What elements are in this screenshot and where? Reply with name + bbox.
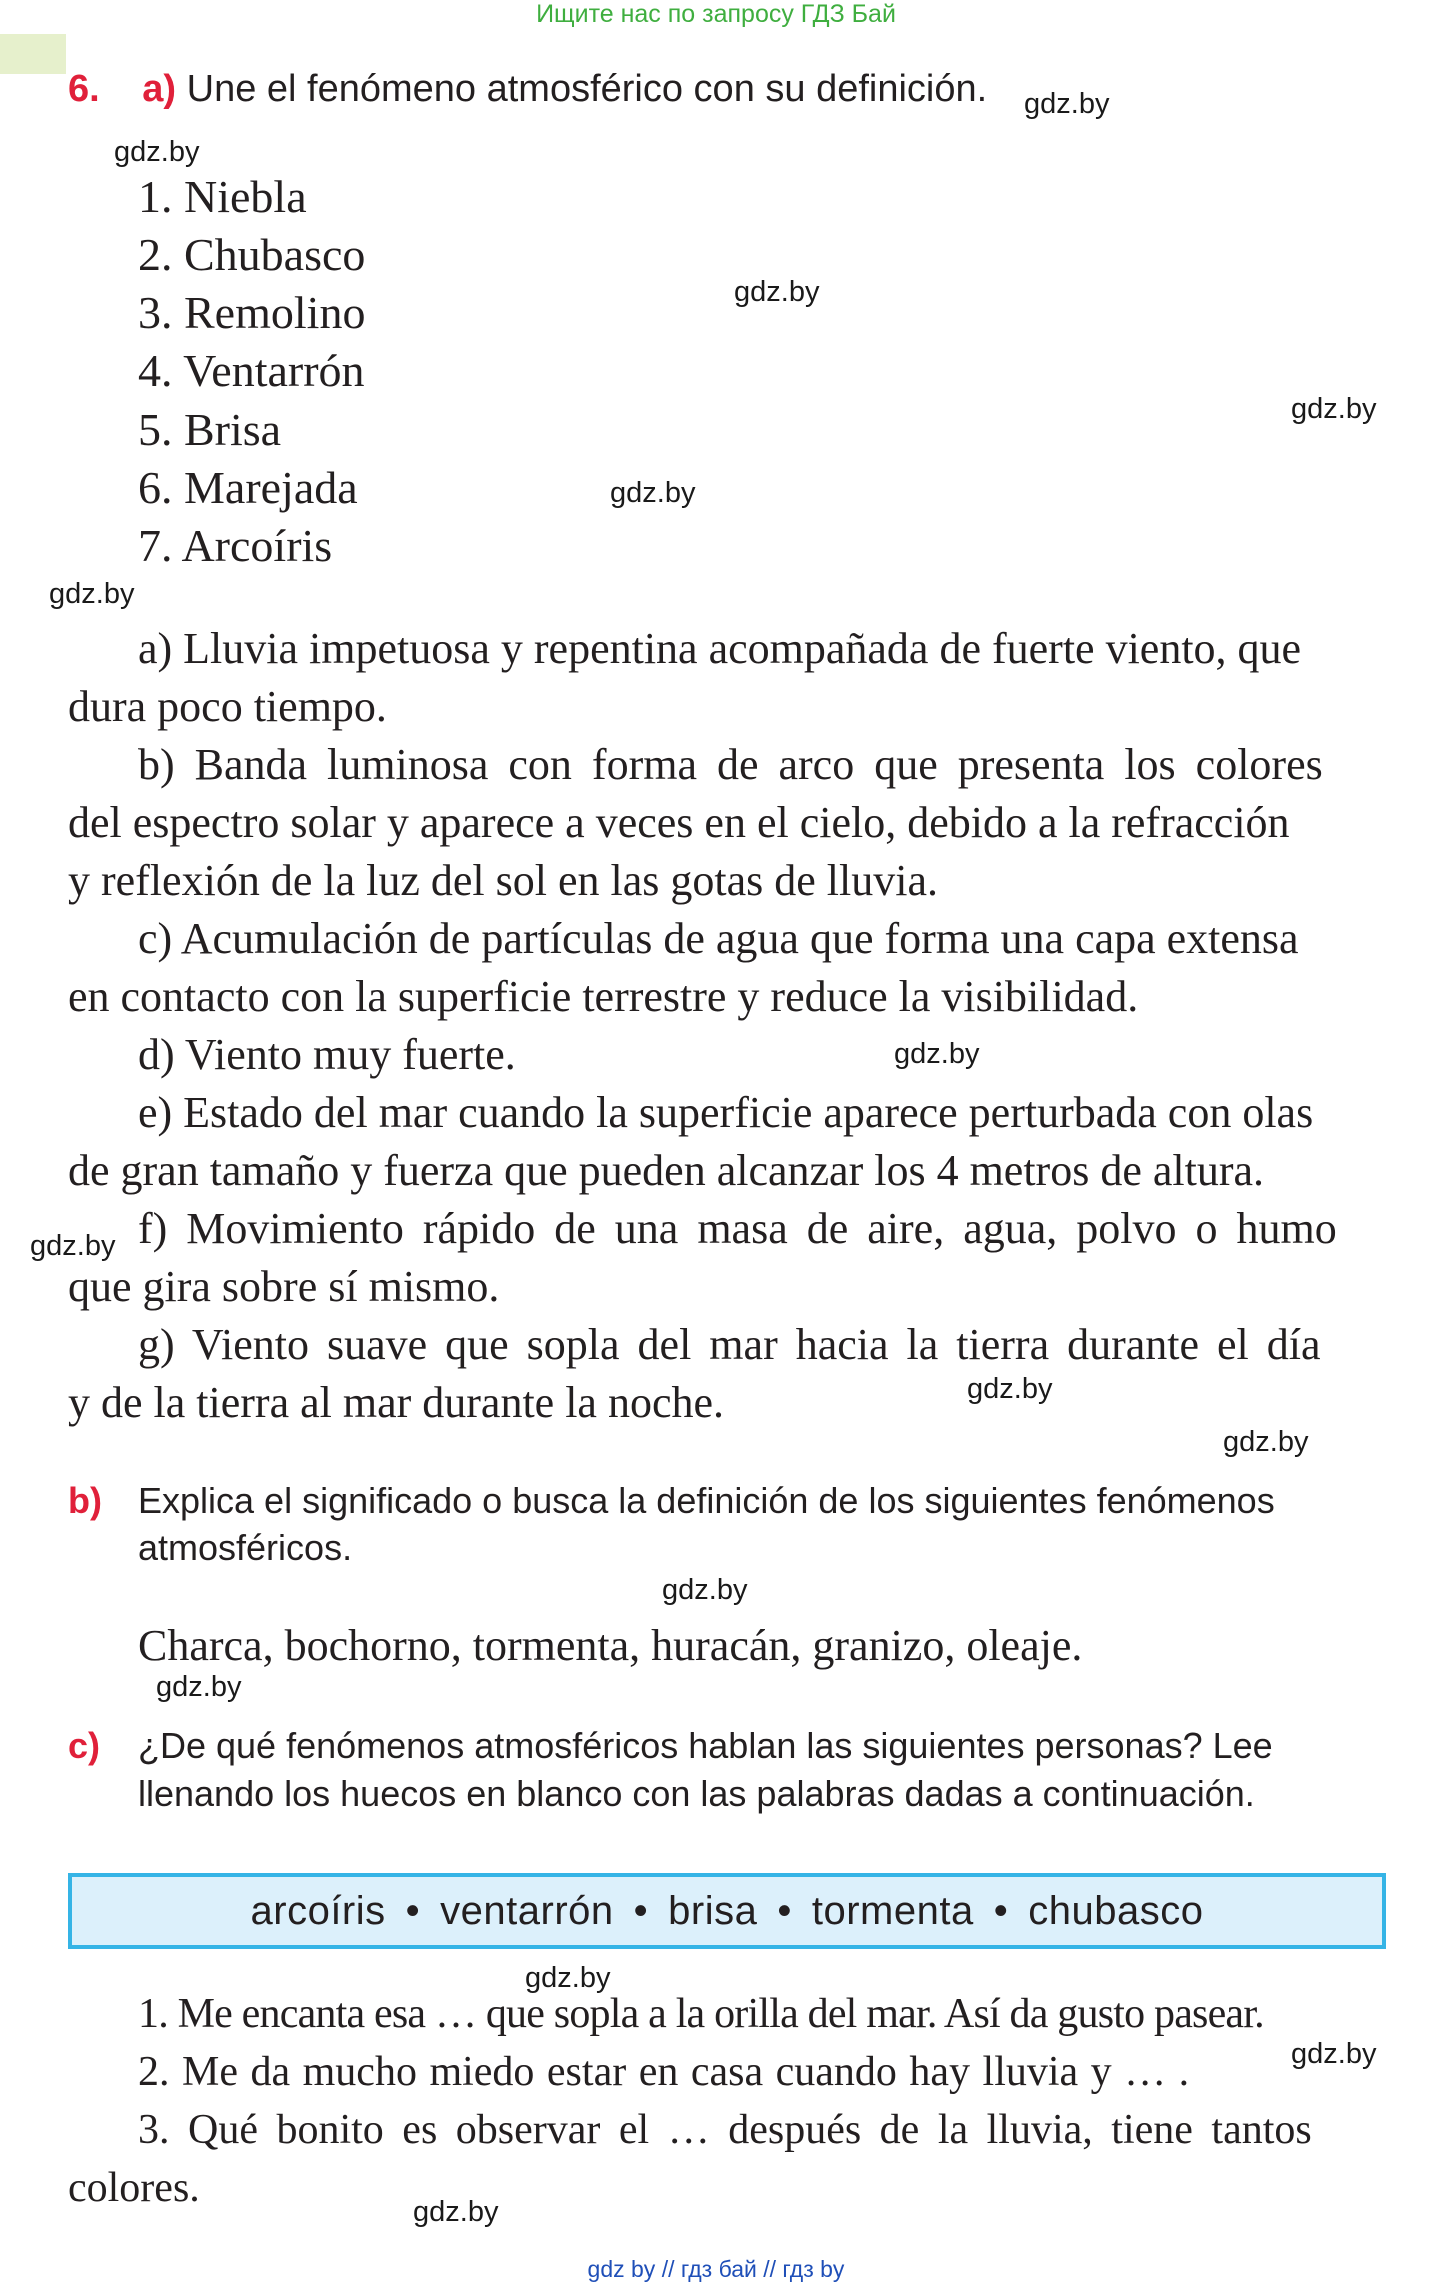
definition-e	[68, 1084, 1386, 1200]
word-box-word: ventarrón	[440, 1888, 614, 1933]
word-separator: •	[777, 1888, 792, 1933]
list-item: 1. Niebla	[138, 171, 307, 222]
watermark: gdz.by	[525, 1962, 611, 1994]
page-corner-tab	[0, 34, 66, 74]
definition-line: g) Viento suave que sopla del mar hacia la tierra durante el día	[138, 1320, 1321, 1369]
list-item: 4. Ventarrón	[138, 345, 365, 396]
watermark: gdz.by	[1291, 393, 1377, 425]
definition-line: del espectro solar y aparece a veces en el cielo, debido a la refracción	[68, 798, 1290, 847]
definition-b	[68, 736, 1386, 910]
word-box	[68, 1873, 1386, 1949]
sentence-1: 1. Me encanta esa … que sopla a la orilla del mar. Así da gusto pasear.	[138, 1991, 1264, 2037]
watermark: gdz.by	[734, 276, 820, 308]
definition-line: y de la tierra al mar durante la noche.	[68, 1378, 725, 1427]
definition-line: a) Lluvia impetuosa y repentina acompañada de fuerte viento, que	[138, 624, 1302, 673]
definition-a	[68, 620, 1386, 736]
exercise-number: 6.	[68, 68, 100, 110]
sentence-3: 3. Qué bonito es observar el … después de la lluvia, tiene tantos	[138, 2107, 1312, 2153]
part-b-instruction-line: Explica el significado o busca la definición de los siguientes fenómenos	[138, 1480, 1275, 1521]
definition-line: c) Acumulación de partículas de agua que forma una capa extensa	[138, 914, 1299, 963]
sentence-3-continued: colores.	[68, 2165, 200, 2211]
watermark: gdz.by	[610, 477, 696, 509]
footer-links[interactable]: gdz by // гдз бай // гдз by	[587, 2256, 845, 2282]
definition-f	[68, 1200, 1386, 1316]
word-box-word: tormenta	[811, 1888, 974, 1933]
word-box-word: arcoíris	[250, 1888, 386, 1933]
part-c-instruction-line: llenando los huecos en blanco con las palabras dadas a continuación.	[138, 1773, 1255, 1814]
definition-line: y reflexión de la luz del sol en las gotas de lluvia.	[68, 856, 938, 905]
part-a-text: Une el fenómeno atmosférico con su definición.	[186, 68, 988, 110]
definition-line: d) Viento muy fuerte.	[138, 1030, 516, 1079]
word-separator: •	[633, 1888, 649, 1933]
watermark: gdz.by	[156, 1671, 242, 1703]
definition-line: b) Banda luminosa con forma de arco que presenta los colores	[138, 740, 1323, 789]
list-item: 2. Chubasco	[138, 229, 366, 280]
definition-d	[68, 1026, 1386, 1084]
exercise-heading	[68, 68, 987, 111]
definition-line: dura poco tiempo.	[68, 682, 387, 731]
sentence-2: 2. Me da mucho miedo estar en casa cuando hay lluvia y … .	[138, 2049, 1190, 2095]
watermark: gdz.by	[662, 1574, 748, 1606]
watermark: gdz.by	[114, 136, 200, 168]
watermark: gdz.by	[967, 1373, 1053, 1405]
top-banner[interactable]: Ищите нас по запросу ГДЗ Бай	[536, 0, 896, 28]
definition-line: que gira sobre sí mismo.	[68, 1262, 500, 1311]
list-item: 7. Arcoíris	[138, 520, 333, 571]
part-b-label: b)	[68, 1480, 102, 1521]
definition-g	[68, 1316, 1386, 1432]
word-separator: •	[993, 1888, 1009, 1933]
watermark: gdz.by	[49, 578, 135, 610]
list-item: 6. Marejada	[138, 462, 358, 513]
part-c-label: c)	[68, 1725, 101, 1766]
watermark: gdz.by	[1024, 88, 1110, 120]
part-c-instruction-line: ¿De qué fenómenos atmosféricos hablan las siguientes personas? Lee	[138, 1725, 1273, 1766]
definition-line: f) Movimiento rápido de una masa de aire, agua, polvo o humo	[138, 1204, 1337, 1253]
watermark: gdz.by	[30, 1230, 116, 1262]
definition-line: en contacto con la superficie terrestre y reduce la visibilidad.	[68, 972, 1139, 1021]
part-a-label: a)	[142, 68, 177, 110]
definition-line: e) Estado del mar cuando la superficie aparece perturbada con olas	[138, 1088, 1314, 1137]
list-item: 3. Remolino	[138, 287, 366, 338]
definition-c	[68, 910, 1386, 1026]
word-separator: •	[405, 1888, 421, 1933]
word-box-word: brisa	[668, 1888, 758, 1933]
watermark: gdz.by	[1291, 2038, 1377, 2070]
watermark: gdz.by	[1223, 1426, 1309, 1458]
definition-line: de gran tamaño y fuerza que pueden alcanzar los 4 metros de altura.	[68, 1146, 1265, 1195]
watermark: gdz.by	[413, 2196, 499, 2228]
part-b-instruction-line: atmosféricos.	[138, 1527, 353, 1568]
part-b-words: Charca, bochorno, tormenta, huracán, granizo, oleaje.	[138, 1621, 1083, 1670]
watermark: gdz.by	[894, 1038, 980, 1070]
list-item: 5. Brisa	[138, 404, 282, 455]
word-box-word: chubasco	[1028, 1888, 1204, 1933]
